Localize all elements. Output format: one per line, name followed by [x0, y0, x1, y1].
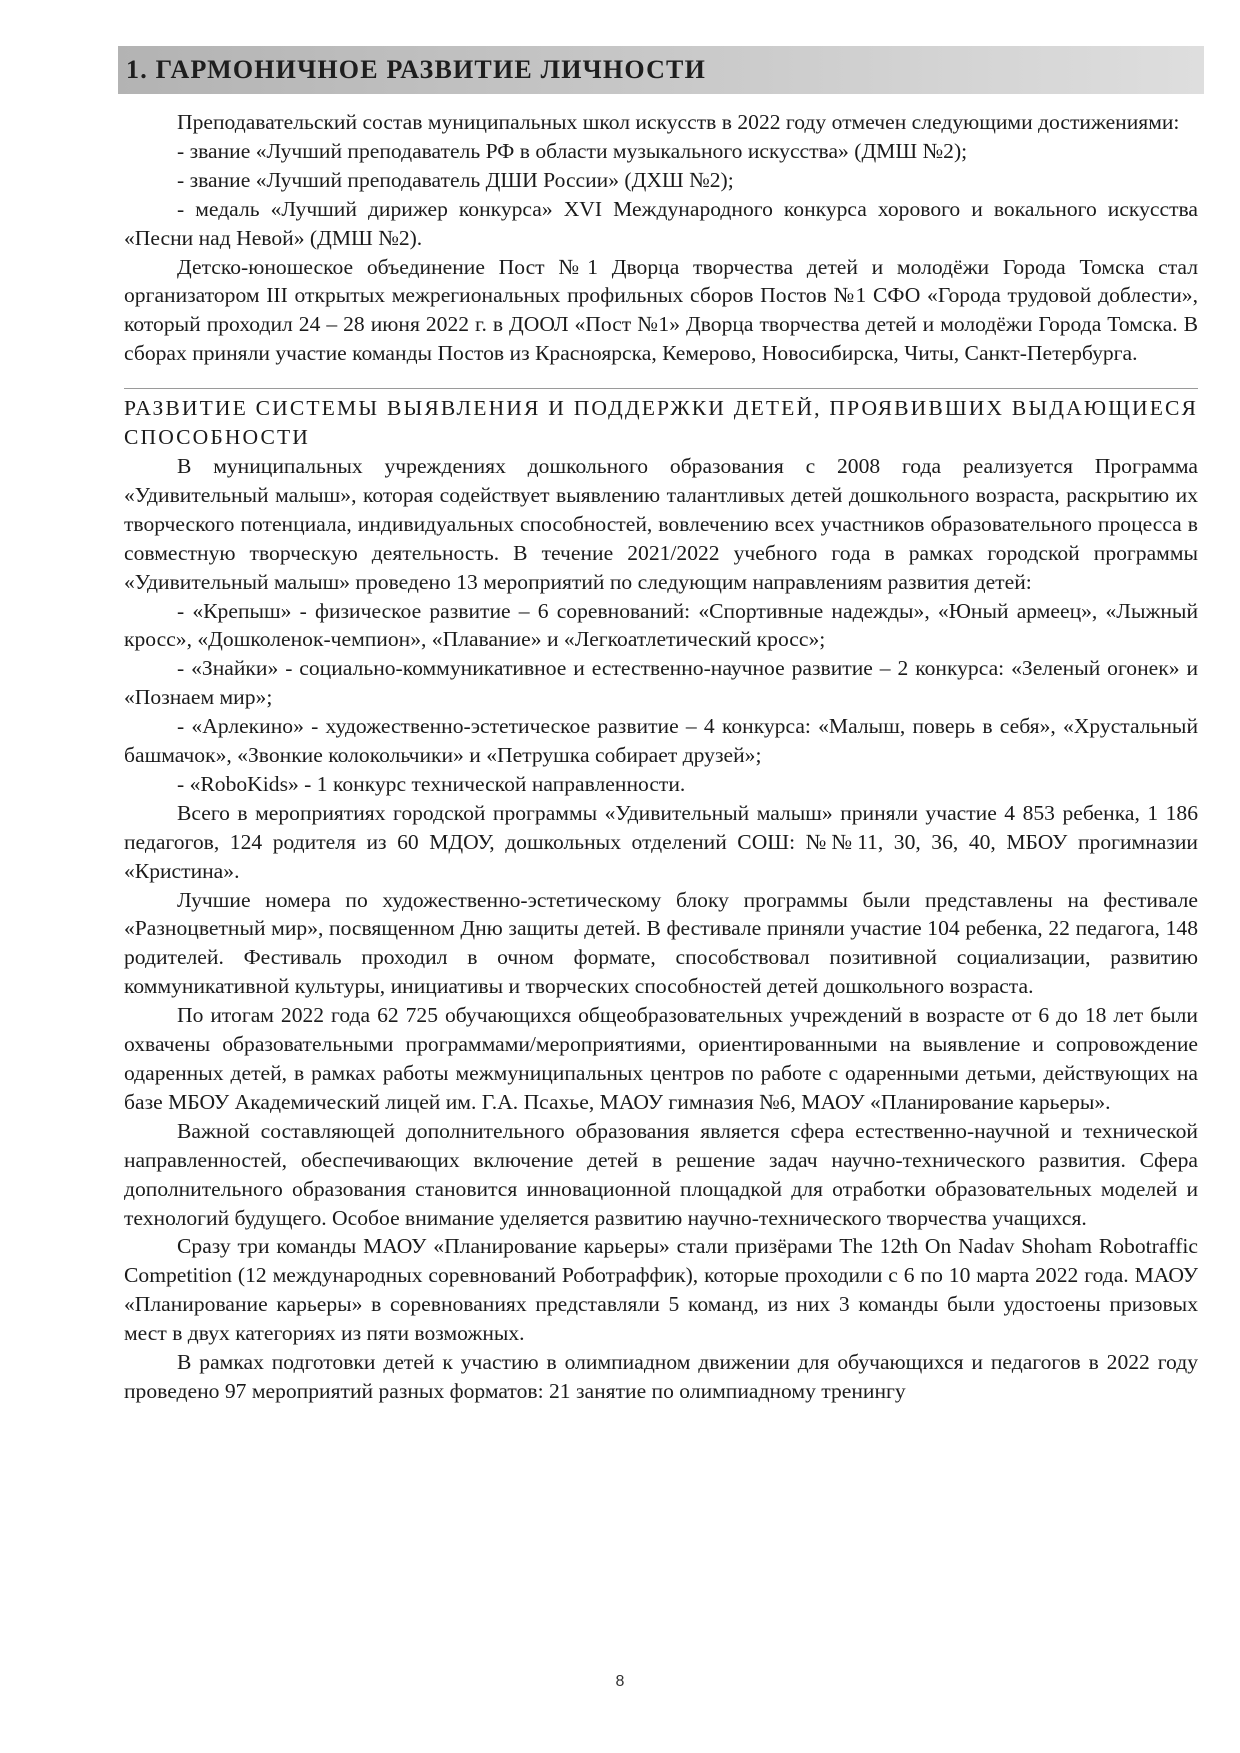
intro-paragraph: Детско-юношеское объединение Пост №1 Дворца творчества детей и молодёжи Города Томска стал организатором III открытых межрегиональных профильных сборов Постов №1 СФО «Города трудовой доблести», который проходил 24 – 28 июня 2022 г. в ДООЛ «Пост №1» Дворца творчества детей и молодёжи Города Томска. В сборах приняли участие команды Постов из Красноярска, Кемерово, Новосибирска, Читы, Санкт-Петербурга.	[124, 254, 1198, 366]
body-paragraph: В рамках подготовки детей к участию в олимпиадном движении для обучающихся и педагогов в 2022 году проведено 97 мероприятий разных форматов: 21 занятие по олимпиадному тренингу	[124, 1350, 1198, 1403]
page-number: 8	[615, 1673, 625, 1690]
section-banner	[118, 46, 1204, 94]
subsection-body	[124, 452, 1198, 1406]
intro-bullet: - звание «Лучший преподаватель РФ в области музыкального искусства» (ДМШ №2);	[177, 138, 968, 163]
body-paragraph: Важной составляющей дополнительного образования является сфера естественно-научной и технической направленностей, обеспечивающих включение детей в решение задач научно-технического развития. Сфера дополнительного образования становится инновационной площадкой для отработки образовательных моделей и технологий будущего. Особое внимание уделяется развитию научно-технического творчества учащихся.	[124, 1118, 1198, 1230]
intro-bullet: - медаль «Лучший дирижер конкурса» XVI Международного конкурса хорового и вокального искусства «Песни над Невой» (ДМШ №2).	[124, 196, 1198, 250]
list-item: - «Знайки» - социально-коммуникативное и естественно-научное развитие – 2 конкурса: «Зеленый огонек» и «Познаем мир»;	[124, 656, 1198, 710]
body-paragraph: Лучшие номера по художественно-эстетическому блоку программы были представлены на фестивале «Разноцветный мир», посвященном Дню защиты детей. В фестивале приняли участие 104 ребенка, 22 педагога, 148 родителей. Фестиваль проходил в очном формате, способствовал позитивной социализации, развитию коммуникативной культуры, инициативы и творческих способностей детей дошкольного возраста.	[124, 887, 1198, 999]
intro-paragraph: Преподавательский состав муниципальных школ искусств в 2022 году отмечен следующими достижениями:	[177, 110, 1180, 134]
list-item: - «Арлекино» - художественно-эстетическое развитие – 4 конкурса: «Малыш, поверь в себя», «Хрустальный башмачок», «Звонкие колокольчики» и «Петрушка собирает друзей»;	[124, 714, 1198, 768]
body-paragraph: По итогам 2022 года 62 725 обучающихся общеобразовательных учреждений в возрасте от 6 до 18 лет были охвачены образовательными программами/мероприятиями, ориентированными на выявление и сопровождение одаренных детей, в рамках работы межмуниципальных центров по работе с одаренными детьми, действующих на базе МБОУ Академический лицей им. Г.А. Псахье, МАОУ гимназия №6, МАОУ «Планирование карьеры».	[124, 1003, 1198, 1114]
subsection-heading: РАЗВИТИЕ СИСТЕМЫ ВЫЯВЛЕНИЯ И ПОДДЕРЖКИ ДЕТЕЙ, ПРОЯВИВШИХ ВЫДАЮЩИЕСЯ СПОСОБНОСТИ	[124, 396, 1198, 450]
list-item: - «RoboKids» - 1 конкурс технической направленности.	[177, 771, 686, 796]
intro-section	[124, 108, 1198, 368]
section-divider	[124, 388, 1198, 389]
document-body	[124, 108, 1198, 1406]
intro-bullet: - звание «Лучший преподаватель ДШИ России» (ДХШ №2);	[177, 167, 734, 192]
list-item: - «Крепыш» - физическое развитие – 6 соревнований: «Спортивные надежды», «Юный армеец», «Лыжный кросс», «Дошколенок-чемпион», «Плавание» и «Легкоатлетический кросс»;	[124, 598, 1198, 652]
body-paragraph: Сразу три команды МАОУ «Планирование карьеры» стали призёрами The 12th On Nadav Shoham Robotraffic Competition (12 международных соревнований Роботраффик), которые проходили с 6 по 10 марта 2022 года. МАОУ «Планирование карьеры» в соревнованиях представляли 5 команд, из них 3 команды были удостоены призовых мест в двух категориях из пяти возможных.	[124, 1234, 1198, 1346]
body-paragraph: Всего в мероприятиях городской программы «Удивительный малыш» приняли участие 4 853 ребенка, 1 186 педагогов, 124 родителя из 60 МДОУ, дошкольных отделений СОШ: №№11, 30, 36, 40, МБОУ прогимназии «Кристина».	[124, 800, 1198, 883]
body-paragraph: В муниципальных учреждениях дошкольного образования с 2008 года реализуется Программа «Удивительный малыш», которая содействует выявлению талантливых детей дошкольного возраста, раскрытию их творческого потенциала, индивидуальных способностей, вовлечению всех участников образовательного процесса в совместную творческую деятельность. В течение 2021/2022 учебного года в рамках городской программы «Удивительный малыш» проведено 13 мероприятий по следующим направлениям развития детей:	[124, 453, 1198, 594]
section-title: 1. ГАРМОНИЧНОЕ РАЗВИТИЕ ЛИЧНОСТИ	[126, 55, 707, 84]
